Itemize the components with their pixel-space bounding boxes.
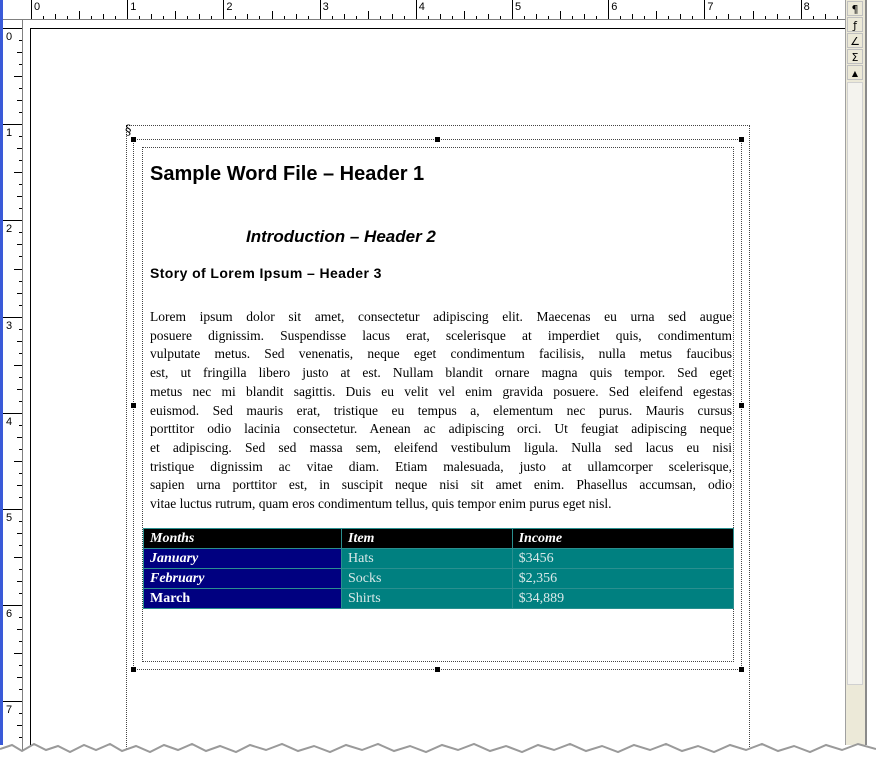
ruler-tick (777, 14, 778, 19)
ruler-tick (392, 14, 393, 19)
ruler-tick (3, 413, 22, 414)
ruler-tick (813, 16, 814, 19)
ruler-tick (404, 16, 405, 19)
ruler-tick (440, 14, 441, 19)
table-header-cell[interactable]: Months (144, 529, 342, 549)
vertical-scrollbar-track[interactable] (847, 82, 863, 685)
ruler-tick (3, 28, 22, 29)
ruler-tick (596, 16, 597, 19)
ruler-tick (17, 244, 22, 245)
table-cell-item[interactable]: Socks (342, 569, 513, 589)
ruler-tick (19, 593, 22, 594)
table-cell-item[interactable]: Hats (342, 549, 513, 569)
ruler-tick (17, 52, 22, 53)
resize-handle-middle-left[interactable] (131, 403, 136, 408)
ruler-tick (17, 581, 22, 582)
ruler-tick (79, 11, 80, 19)
ruler-tick (17, 725, 22, 726)
page-edge-top (30, 28, 845, 29)
ruler-tick (3, 509, 22, 510)
income-table[interactable] (143, 528, 734, 609)
ruler-tick (416, 0, 417, 19)
body-line: metus nec mi blandit sagittis. Duis eu velit vel enim gravida posuere. Sed eleifend egestas (150, 383, 732, 399)
ruler-tick (14, 269, 22, 270)
ruler-tick (17, 196, 22, 197)
body-line: euismod. Sed mauris erat, tristique eu tempus a, elementum nec purus. Mauris cursus (150, 402, 732, 418)
document-header-1: Sample Word File – Header 1 (150, 163, 425, 185)
ruler-tick (163, 16, 164, 19)
ruler-tick (19, 281, 22, 282)
ruler-number: 8 (803, 1, 810, 13)
resize-handle-bottom-center[interactable] (435, 667, 440, 672)
ruler-tick (14, 461, 22, 462)
resize-handle-middle-right[interactable] (739, 403, 744, 408)
ruler-tick (284, 16, 285, 19)
ruler-tick (17, 148, 22, 149)
ruler-tick (3, 124, 22, 125)
ruler-tick (187, 16, 188, 19)
ruler-number: 7 (6, 704, 13, 717)
table-row (144, 569, 734, 589)
table-header-row (144, 529, 734, 549)
table-cell-income[interactable]: $2,356 (512, 569, 733, 589)
ruler-tick (17, 485, 22, 486)
ruler-tick (19, 208, 22, 209)
ruler-tick (19, 425, 22, 426)
ruler-tick (789, 16, 790, 19)
ruler-tick (14, 172, 22, 173)
ruler-tick (19, 569, 22, 570)
ruler-tick (632, 14, 633, 19)
ruler-tick (19, 40, 22, 41)
ruler-tick (103, 14, 104, 19)
ruler-number: 7 (707, 1, 714, 13)
ruler-tick (259, 16, 260, 19)
ruler-tick (428, 16, 429, 19)
ruler-tick (223, 0, 224, 19)
ruler-number: 5 (515, 1, 522, 13)
ruler-tick (199, 14, 200, 19)
table-cell-month[interactable]: March (144, 589, 342, 609)
ruler-tick (17, 100, 22, 101)
ruler-tick (19, 377, 22, 378)
ruler-tick (19, 112, 22, 113)
ruler-tick (548, 16, 549, 19)
ruler-tick (19, 184, 22, 185)
ruler-tick (656, 11, 657, 19)
ruler-tick (524, 16, 525, 19)
ruler-number: 2 (226, 1, 233, 13)
body-paragraph (150, 308, 732, 514)
body-line: est, ut fringilla libero justo at est. Nullam blandit ornare magna quis tempor. Sed eget (150, 365, 732, 381)
table-header-cell[interactable]: Item (342, 529, 513, 549)
ruler-tick (344, 14, 345, 19)
ruler-tick (17, 341, 22, 342)
body-line: et adipiscing. Sed sed massa sem, eleifend vestibulum ligula. Nulla sed lacus eu nisi (150, 439, 732, 455)
ruler-tick (19, 88, 22, 89)
right-toolbar (845, 0, 865, 745)
ruler-tick (765, 16, 766, 19)
ruler-tick (825, 14, 826, 19)
window-frame-right (867, 0, 876, 745)
ruler-tick (55, 14, 56, 19)
ruler-tick (151, 14, 152, 19)
page-edge-left (30, 28, 31, 750)
table-cell-income[interactable]: $34,889 (512, 589, 733, 609)
ruler-tick (14, 76, 22, 77)
body-line: vulputate metus. Sed venenatis, neque eget condimentum facilisis, nulla metus faucibus (150, 346, 732, 362)
ruler-tick (801, 0, 802, 19)
ruler-tick (3, 605, 22, 606)
ruler-tick (19, 617, 22, 618)
vertical-ruler[interactable] (3, 20, 23, 750)
ruler-tick (536, 14, 537, 19)
ruler-tick (19, 305, 22, 306)
ruler-tick (500, 16, 501, 19)
ruler-tick (476, 16, 477, 19)
ruler-tick (296, 14, 297, 19)
ruler-tick (17, 629, 22, 630)
ruler-tick (19, 449, 22, 450)
body-line: posuere dignissim. Suspendisse lacus erat, scelerisque at imperdiet quis, condimentum (150, 327, 732, 343)
ruler-tick (3, 701, 22, 702)
ruler-tick (332, 16, 333, 19)
ruler-tick (235, 16, 236, 19)
ruler-tick (19, 689, 22, 690)
ruler-tick (584, 14, 585, 19)
ruler-tick (452, 16, 453, 19)
ruler-tick (680, 14, 681, 19)
ruler-tick (608, 0, 609, 19)
body-line: vitae luctus rutrum, quam eros condimentum tellus, quis tempor enim purus eget nisl. (150, 496, 612, 512)
scroll-up-arrow-icon[interactable]: ▲ (847, 65, 863, 80)
ruler-tick (19, 713, 22, 714)
ruler-number: 6 (6, 608, 13, 621)
document-header-2: Introduction – Header 2 (246, 227, 436, 246)
ruler-tick (753, 11, 754, 19)
ruler-number: 1 (130, 1, 137, 13)
table-header-cell[interactable]: Income (512, 529, 733, 549)
ruler-tick (19, 473, 22, 474)
ruler-tick (19, 136, 22, 137)
ruler-number: 3 (6, 319, 13, 332)
ruler-number: 2 (6, 223, 13, 236)
ruler-tick (572, 16, 573, 19)
ruler-tick (19, 521, 22, 522)
resize-handle-top-center[interactable] (435, 137, 440, 142)
horizontal-ruler[interactable] (3, 0, 845, 20)
ruler-tick (308, 16, 309, 19)
table-cell-month[interactable]: January (144, 549, 342, 569)
ruler-number: 4 (6, 415, 13, 428)
table-cell-income[interactable]: $3456 (512, 549, 733, 569)
ruler-tick (488, 14, 489, 19)
ruler-tick (368, 11, 369, 19)
ruler-tick (19, 160, 22, 161)
ruler-tick (19, 497, 22, 498)
ruler-number: 4 (418, 1, 425, 13)
document-header-3: Story of Lorem Ipsum – Header 3 (150, 265, 382, 281)
ruler-tick (14, 365, 22, 366)
ruler-number: 6 (611, 1, 618, 13)
ruler-tick (320, 0, 321, 19)
resize-handle-bottom-right[interactable] (739, 667, 744, 672)
anchor-icon[interactable]: § (125, 123, 132, 138)
ruler-tick (19, 545, 22, 546)
ruler-tick (19, 256, 22, 257)
ruler-tick (17, 437, 22, 438)
ruler-tick (91, 16, 92, 19)
ruler-tick (19, 641, 22, 642)
ruler-tick (19, 329, 22, 330)
ruler-tick (668, 16, 669, 19)
ruler-tick (512, 0, 513, 19)
ruler-tick (43, 16, 44, 19)
ruler-tick (19, 232, 22, 233)
ruler-tick (644, 16, 645, 19)
ruler-number: 5 (6, 512, 13, 524)
ruler-tick (620, 16, 621, 19)
table-row (144, 549, 734, 569)
ruler-number: 1 (6, 127, 13, 140)
ruler-tick (17, 533, 22, 534)
ruler-tick (14, 557, 22, 558)
ruler-number: 3 (322, 1, 329, 13)
table-cell-month[interactable]: February (144, 569, 342, 589)
ruler-tick (127, 0, 128, 19)
ruler-tick (837, 16, 838, 19)
resize-handle-top-right[interactable] (739, 137, 744, 142)
ruler-tick (19, 401, 22, 402)
ruler-tick (716, 16, 717, 19)
body-line: sapien urna porttitor est, in suscipit neque nisi sit amet enim. Phasellus accumsan, odio (150, 477, 732, 493)
ruler-tick (115, 16, 116, 19)
ruler-tick (17, 389, 22, 390)
ruler-tick (740, 16, 741, 19)
ruler-tick (728, 14, 729, 19)
ruler-tick (464, 11, 465, 19)
ruler-tick (175, 11, 176, 19)
ruler-tick (19, 665, 22, 666)
body-line: Lorem ipsum dolor sit amet, consectetur adipiscing elit. Maecenas eu urna sed augue (150, 309, 732, 324)
ruler-tick (17, 293, 22, 294)
ruler-tick (560, 11, 561, 19)
ruler-tick (3, 220, 22, 221)
ruler-tick (17, 677, 22, 678)
ruler-tick (14, 653, 22, 654)
ruler-tick (692, 16, 693, 19)
resize-handle-bottom-left[interactable] (131, 667, 136, 672)
sigma-button[interactable]: Σ (847, 49, 863, 64)
table-cell-item[interactable]: Shirts (342, 589, 513, 609)
ruler-number: 0 (6, 31, 13, 43)
ruler-tick (704, 0, 705, 19)
ruler-tick (3, 317, 22, 318)
show-formatting-marks-button[interactable]: ¶ (847, 1, 863, 16)
ruler-tick (211, 16, 212, 19)
resize-handle-top-left[interactable] (131, 137, 136, 142)
body-line: porttitor odio lacinia consectetur. Aenean ac adipiscing orci. Ut feugiat adipiscing neque (150, 421, 732, 437)
ruler-tick (247, 14, 248, 19)
ruler-tick (67, 16, 68, 19)
ruler-tick (356, 16, 357, 19)
ruler-tick (272, 11, 273, 19)
ruler-number: 0 (34, 1, 41, 13)
angle-button[interactable]: ∠ (847, 33, 863, 48)
table-row (144, 589, 734, 609)
function-button[interactable]: ƒ (847, 17, 863, 32)
ruler-tick (380, 16, 381, 19)
ruler-tick (19, 64, 22, 65)
ruler-tick (31, 0, 32, 19)
ruler-tick (19, 353, 22, 354)
ruler-tick (139, 16, 140, 19)
torn-edge-decoration (0, 735, 876, 769)
body-line: tristique dignissim ac vitae diam. Etiam malesuada, justo at ullamcorper scelerisque, (150, 458, 732, 474)
